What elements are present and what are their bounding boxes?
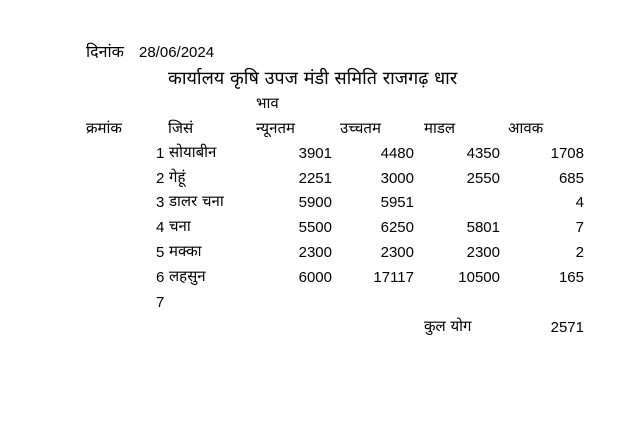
row-serial: 4 xyxy=(156,219,165,236)
header-serial: क्रमांक xyxy=(86,119,122,137)
row-serial: 5 xyxy=(156,244,165,261)
row-modal: 2550 xyxy=(466,170,500,187)
total-value: 2571 xyxy=(550,319,584,336)
date-value: 28/06/2024 xyxy=(139,44,215,61)
office-title: कार्यालय कृषि उपज मंडी समिति राजगढ़ धार xyxy=(168,68,458,89)
row-arrival: 1708 xyxy=(550,145,584,162)
row-arrival: 2 xyxy=(575,244,584,261)
row-commodity: मक्का xyxy=(169,242,202,260)
row-commodity: लहसुन xyxy=(169,267,206,285)
row-serial: 6 xyxy=(156,269,165,286)
row-min: 5900 xyxy=(298,194,332,211)
row-arrival: 165 xyxy=(558,269,584,286)
row-min: 2300 xyxy=(298,244,332,261)
row-commodity: डालर चना xyxy=(169,192,224,210)
header-modal: माडल xyxy=(424,119,456,137)
row-max: 2300 xyxy=(380,244,414,261)
row-commodity: सोयाबीन xyxy=(169,143,217,161)
row-modal: 5801 xyxy=(466,219,500,236)
date-label: दिनांक xyxy=(86,42,124,61)
row-serial: 1 xyxy=(156,145,165,162)
row-arrival: 685 xyxy=(558,170,584,187)
row-max: 3000 xyxy=(380,170,414,187)
row-arrival: 4 xyxy=(575,194,584,211)
row-commodity: चना xyxy=(169,217,191,235)
row-modal: 10500 xyxy=(458,269,500,286)
row-min: 6000 xyxy=(298,269,332,286)
row-modal: 2300 xyxy=(466,244,500,261)
rate-group-label: भाव xyxy=(256,94,279,112)
row-arrival: 7 xyxy=(575,219,584,236)
row-serial: 7 xyxy=(156,294,165,311)
row-commodity: गेहूं xyxy=(169,168,186,186)
row-serial: 2 xyxy=(156,170,165,187)
header-min: न्यूनतम xyxy=(256,119,295,137)
row-max: 6250 xyxy=(380,219,414,236)
row-max: 4480 xyxy=(380,145,414,162)
row-max: 5951 xyxy=(380,194,414,211)
header-max: उच्चतम xyxy=(340,119,381,137)
row-modal: 4350 xyxy=(466,145,500,162)
row-min: 5500 xyxy=(298,219,332,236)
row-min: 3901 xyxy=(298,145,332,162)
header-commodity: जिसं xyxy=(168,119,194,137)
row-max: 17117 xyxy=(373,269,414,286)
header-arrival: आवक xyxy=(508,119,544,137)
row-serial: 3 xyxy=(156,194,165,211)
total-label: कुल योग xyxy=(424,317,472,335)
row-min: 2251 xyxy=(298,170,332,187)
